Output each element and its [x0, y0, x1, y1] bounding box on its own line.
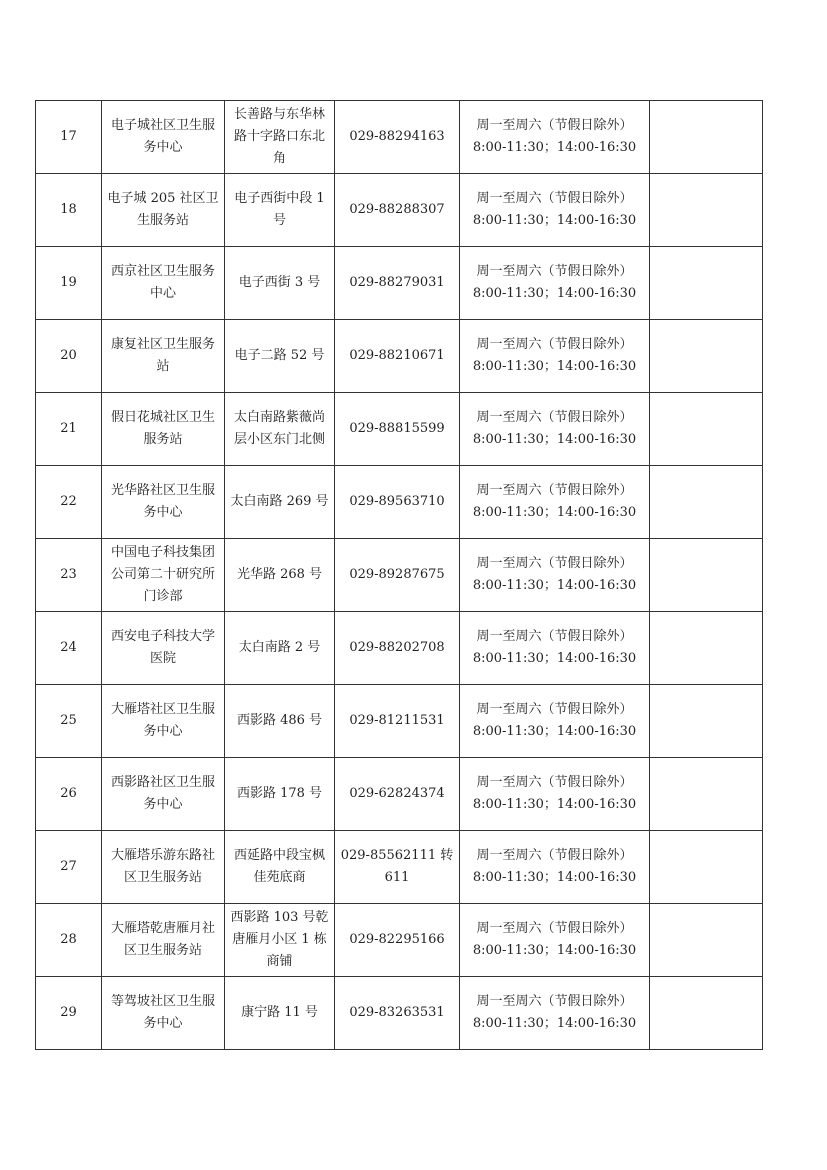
phone-cell	[335, 247, 460, 320]
clinic-name-text: 西京社区卫生服务中心	[110, 264, 215, 301]
opening-hours-text: 周一至周六（节假日除外）	[476, 483, 633, 498]
phone-cell	[335, 101, 460, 174]
row-number-cell	[36, 904, 102, 977]
phone-text: 029-83263531	[349, 1005, 445, 1020]
opening-hours-text: 8:00-11:30；14:00-16:30	[472, 651, 637, 666]
clinic-name-cell	[102, 247, 225, 320]
row-number-text: 27	[60, 859, 77, 874]
table-row	[36, 101, 763, 174]
clinic-name-text: 等驾坡社区卫生服务中心	[110, 994, 215, 1031]
row-number-text: 25	[60, 713, 77, 728]
address-cell	[225, 977, 335, 1050]
phone-cell	[335, 393, 460, 466]
row-number-cell	[36, 977, 102, 1050]
clinic-name-cell	[102, 101, 225, 174]
clinic-name-cell	[102, 466, 225, 539]
opening-hours-cell	[460, 904, 650, 977]
phone-cell	[335, 831, 460, 904]
row-number-text: 17	[60, 129, 77, 144]
phone-cell	[335, 539, 460, 612]
clinic-name-text: 光华路社区卫生服务中心	[110, 483, 215, 520]
phone-text: 029-89287675	[349, 567, 445, 582]
address-cell	[225, 904, 335, 977]
note-cell	[650, 466, 763, 539]
note-cell	[650, 539, 763, 612]
address-cell	[225, 247, 335, 320]
opening-hours-text: 周一至周六（节假日除外）	[476, 921, 633, 936]
table-row	[36, 174, 763, 247]
opening-hours-text: 8:00-11:30；14:00-16:30	[472, 213, 637, 228]
row-number-text: 21	[60, 421, 77, 436]
opening-hours-cell	[460, 101, 650, 174]
phone-text: 029-89563710	[349, 494, 445, 509]
table-row	[36, 320, 763, 393]
opening-hours-text: 周一至周六（节假日除外）	[476, 629, 633, 644]
phone-cell	[335, 612, 460, 685]
clinic-name-text: 中国电子科技集团公司第二十研究所门诊部	[110, 545, 215, 604]
table-row	[36, 247, 763, 320]
phone-cell	[335, 685, 460, 758]
address-text: 光华路 268 号	[236, 567, 323, 582]
clinic-name-text: 电子城 205 社区卫生服务站	[107, 191, 219, 228]
address-cell	[225, 393, 335, 466]
row-number-text: 26	[60, 786, 77, 801]
row-number-text: 24	[60, 640, 77, 655]
clinic-name-text: 康复社区卫生服务站	[110, 337, 215, 374]
note-cell	[650, 247, 763, 320]
row-number-text: 19	[60, 275, 77, 290]
row-number-text: 23	[60, 567, 77, 582]
clinic-table	[35, 100, 763, 1050]
address-text: 电子西街中段 1 号	[234, 191, 325, 228]
address-cell	[225, 685, 335, 758]
opening-hours-text: 周一至周六（节假日除外）	[476, 775, 633, 790]
clinic-name-cell	[102, 320, 225, 393]
address-cell	[225, 831, 335, 904]
address-text: 西影路 486 号	[236, 713, 323, 728]
table-row	[36, 685, 763, 758]
row-number-cell	[36, 247, 102, 320]
opening-hours-cell	[460, 247, 650, 320]
opening-hours-text: 周一至周六（节假日除外）	[476, 264, 633, 279]
clinic-name-cell	[102, 758, 225, 831]
opening-hours-text: 8:00-11:30；14:00-16:30	[472, 1016, 637, 1031]
row-number-cell	[36, 174, 102, 247]
phone-cell	[335, 904, 460, 977]
phone-text: 029-88202708	[349, 640, 445, 655]
phone-cell	[335, 174, 460, 247]
address-text: 太白南路紫薇尚层小区东门北侧	[233, 410, 325, 447]
address-text: 太白南路 269 号	[230, 494, 329, 509]
address-cell	[225, 101, 335, 174]
opening-hours-text: 8:00-11:30；14:00-16:30	[472, 724, 637, 739]
opening-hours-cell	[460, 393, 650, 466]
opening-hours-cell	[460, 174, 650, 247]
row-number-cell	[36, 466, 102, 539]
opening-hours-cell	[460, 977, 650, 1050]
opening-hours-text: 8:00-11:30；14:00-16:30	[472, 870, 637, 885]
clinic-name-cell	[102, 539, 225, 612]
address-text: 长善路与东华林路十字路口东北角	[233, 107, 325, 166]
address-cell	[225, 174, 335, 247]
address-cell	[225, 539, 335, 612]
row-number-cell	[36, 101, 102, 174]
opening-hours-text: 周一至周六（节假日除外）	[476, 702, 633, 717]
address-cell	[225, 466, 335, 539]
clinic-name-cell	[102, 393, 225, 466]
opening-hours-text: 周一至周六（节假日除外）	[476, 118, 633, 133]
table-row	[36, 612, 763, 685]
opening-hours-text: 周一至周六（节假日除外）	[476, 410, 633, 425]
phone-cell	[335, 320, 460, 393]
phone-cell	[335, 977, 460, 1050]
row-number-cell	[36, 685, 102, 758]
clinic-name-text: 西安电子科技大学医院	[110, 629, 215, 666]
opening-hours-cell	[460, 758, 650, 831]
opening-hours-text: 8:00-11:30；14:00-16:30	[472, 359, 637, 374]
opening-hours-text: 周一至周六（节假日除外）	[476, 191, 633, 206]
address-cell	[225, 758, 335, 831]
clinic-name-cell	[102, 831, 225, 904]
clinic-name-cell	[102, 977, 225, 1050]
row-number-text: 20	[60, 348, 77, 363]
clinic-name-text: 电子城社区卫生服务中心	[110, 118, 215, 155]
phone-text: 029-82295166	[349, 932, 445, 947]
address-text: 西影路 103 号乾唐雁月小区 1 栋商铺	[230, 910, 329, 969]
opening-hours-text: 周一至周六（节假日除外）	[476, 848, 633, 863]
table-row	[36, 904, 763, 977]
address-cell	[225, 320, 335, 393]
table-row	[36, 539, 763, 612]
clinic-name-cell	[102, 685, 225, 758]
opening-hours-cell	[460, 539, 650, 612]
note-cell	[650, 831, 763, 904]
clinic-name-text: 大雁塔社区卫生服务中心	[110, 702, 215, 739]
phone-text: 029-88288307	[349, 202, 445, 217]
row-number-cell	[36, 320, 102, 393]
opening-hours-cell	[460, 466, 650, 539]
row-number-text: 28	[60, 932, 77, 947]
note-cell	[650, 320, 763, 393]
note-cell	[650, 904, 763, 977]
row-number-cell	[36, 612, 102, 685]
row-number-text: 22	[60, 494, 77, 509]
table-row	[36, 758, 763, 831]
note-cell	[650, 612, 763, 685]
phone-cell	[335, 758, 460, 831]
table-row	[36, 977, 763, 1050]
address-text: 西影路 178 号	[236, 786, 323, 801]
clinic-name-text: 西影路社区卫生服务中心	[110, 775, 215, 812]
note-cell	[650, 174, 763, 247]
note-cell	[650, 977, 763, 1050]
address-text: 电子西街 3 号	[238, 275, 321, 290]
table-row	[36, 466, 763, 539]
opening-hours-text: 8:00-11:30；14:00-16:30	[472, 286, 637, 301]
row-number-text: 29	[60, 1005, 77, 1020]
opening-hours-text: 8:00-11:30；14:00-16:30	[472, 505, 637, 520]
opening-hours-cell	[460, 685, 650, 758]
phone-text: 029-62824374	[349, 786, 445, 801]
address-text: 西延路中段宝枫佳苑底商	[233, 848, 325, 885]
row-number-cell	[36, 758, 102, 831]
opening-hours-text: 周一至周六（节假日除外）	[476, 994, 633, 1009]
address-text: 康宁路 11 号	[241, 1005, 318, 1020]
clinic-table-body	[36, 101, 763, 1050]
opening-hours-text: 8:00-11:30；14:00-16:30	[472, 140, 637, 155]
note-cell	[650, 758, 763, 831]
address-text: 太白南路 2 号	[238, 640, 321, 655]
note-cell	[650, 101, 763, 174]
note-cell	[650, 685, 763, 758]
phone-cell	[335, 466, 460, 539]
opening-hours-text: 8:00-11:30；14:00-16:30	[472, 432, 637, 447]
row-number-cell	[36, 831, 102, 904]
opening-hours-cell	[460, 320, 650, 393]
address-text: 电子二路 52 号	[234, 348, 325, 363]
opening-hours-text: 8:00-11:30；14:00-16:30	[472, 797, 637, 812]
opening-hours-text: 周一至周六（节假日除外）	[476, 337, 633, 352]
clinic-name-text: 大雁塔乐游东路社区卫生服务站	[110, 848, 215, 885]
phone-text: 029-88210671	[349, 348, 445, 363]
table-row	[36, 831, 763, 904]
address-cell	[225, 612, 335, 685]
clinic-name-cell	[102, 174, 225, 247]
note-cell	[650, 393, 763, 466]
row-number-cell	[36, 539, 102, 612]
row-number-cell	[36, 393, 102, 466]
phone-text: 029-85562111 转 611	[340, 848, 454, 885]
phone-text: 029-88815599	[349, 421, 445, 436]
opening-hours-cell	[460, 612, 650, 685]
clinic-name-text: 大雁塔乾唐雁月社区卫生服务站	[110, 921, 215, 958]
clinic-name-text: 假日花城社区卫生服务站	[110, 410, 215, 447]
opening-hours-text: 周一至周六（节假日除外）	[476, 556, 633, 571]
phone-text: 029-81211531	[349, 713, 445, 728]
opening-hours-text: 8:00-11:30；14:00-16:30	[472, 943, 637, 958]
opening-hours-cell	[460, 831, 650, 904]
phone-text: 029-88279031	[349, 275, 445, 290]
table-row	[36, 393, 763, 466]
clinic-name-cell	[102, 612, 225, 685]
clinic-name-cell	[102, 904, 225, 977]
row-number-text: 18	[60, 202, 77, 217]
phone-text: 029-88294163	[349, 129, 445, 144]
opening-hours-text: 8:00-11:30；14:00-16:30	[472, 578, 637, 593]
